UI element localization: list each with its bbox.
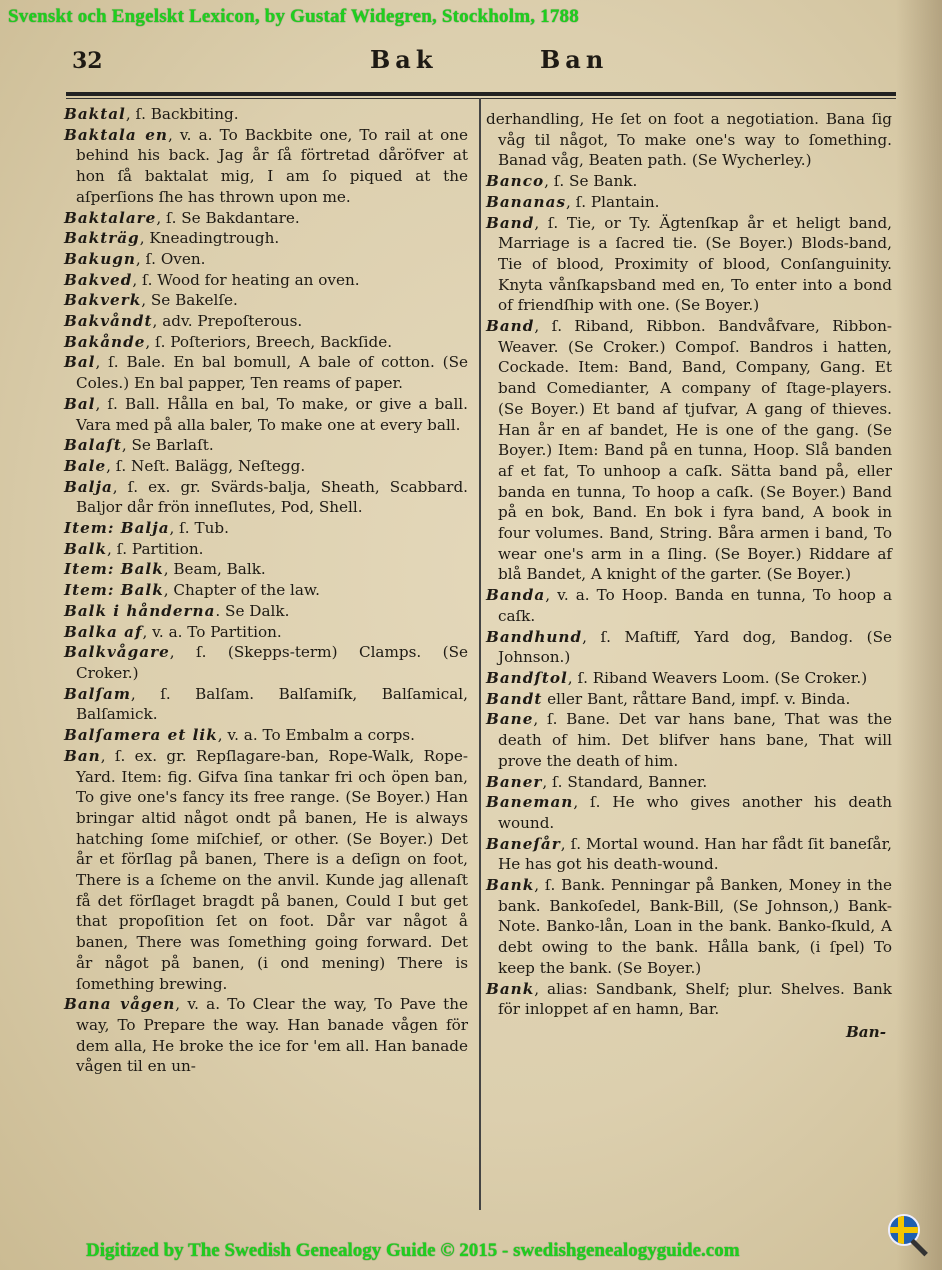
dictionary-entry — [64, 104, 468, 125]
entry-headword: Balk i hånderna — [64, 601, 216, 620]
entry-definition: , ſ. Bank. Penningar på Banken, Money in the bank. Bankoſedel, Bank-Bill, (Se Johnson,) Bank-Note. Banko-lån, Loan in the bank. Banko-ſkuld, A debt owing to the bank. Hålla bank, (i ſpel) To keep the bank. (Se Boyer.) — [498, 876, 892, 977]
entry-definition: , Se Barlaſt. — [121, 436, 214, 455]
entry-headword: Balſam — [64, 684, 131, 703]
entry-definition: , ſ. Tie, or Ty. Ägtenſkap år et heligt band, Marriage is a ſacred tie. (Se Boyer.) Blods-band, Tie of blood, Proximity of blood, Conſanguinity. Knyta vånſkapsband med en, To enter into a bond of friendſhip with one. (Se Boyer.) — [498, 213, 892, 315]
left-column — [64, 104, 468, 1077]
column-divider — [479, 98, 481, 1210]
entry-definition: , ſ. Se Bank. — [544, 172, 638, 191]
footer-banner: Digitized by The Swedish Genealogy Guide © 2015 - swedishgenealogyguide.com — [86, 1240, 740, 1261]
dictionary-entry — [64, 539, 468, 560]
dictionary-entry — [64, 994, 468, 1077]
entry-headword: Baneman — [486, 793, 574, 812]
right-column — [486, 109, 892, 1043]
dictionary-entry — [64, 228, 468, 249]
dictionary-entry — [64, 601, 468, 622]
entry-headword: Bandhund — [486, 627, 583, 646]
dictionary-entry — [486, 192, 892, 213]
dictionary-entry — [486, 627, 892, 668]
dictionary-entry — [486, 109, 892, 171]
entry-definition: , ſ. Oven. — [135, 249, 206, 268]
entry-definition: , Chapter of the law. — [163, 581, 320, 600]
entry-headword: Baner — [486, 772, 543, 791]
dictionary-entry — [64, 559, 468, 580]
entry-headword: Bakånde — [64, 332, 146, 351]
dictionary-entry — [64, 270, 468, 291]
entry-headword: Balja — [64, 477, 113, 496]
entry-definition: , alias: Sandbank, Shelf; plur. Shelves. Bank för inloppet af en hamn, Bar. — [498, 979, 892, 1019]
entry-headword: Balſamera et lik — [64, 726, 218, 745]
dictionary-entry — [486, 213, 892, 317]
entry-definition: , ſ. Poſteriors, Breech, Backſide. — [145, 332, 393, 351]
dictionary-entry — [64, 249, 468, 270]
dictionary-entry — [486, 585, 892, 626]
dictionary-entry — [486, 171, 892, 192]
title-banner: Svenskt och Engelskt Lexicon, by Gustaf Widegren, Stockholm, 1788 — [8, 6, 579, 27]
entry-headword: Balkvågare — [64, 643, 170, 662]
dictionary-entry — [64, 352, 468, 393]
dictionary-entry — [64, 622, 468, 643]
dictionary-entry — [486, 689, 892, 710]
dictionary-entry — [64, 684, 468, 725]
dictionary-entry — [486, 792, 892, 833]
entry-headword: Item: Balk — [64, 581, 164, 600]
entry-headword: Balaſt — [64, 436, 122, 455]
entry-headword: Bale — [64, 456, 107, 475]
entry-definition: , Se Bakelſe. — [141, 291, 238, 310]
entry-definition: , ſ. Maſtiff, Yard dog, Bandog. (Se Johnson.) — [498, 627, 892, 667]
dictionary-entry — [64, 642, 468, 683]
entry-headword: Item: Balk — [64, 560, 164, 579]
entry-definition: , ſ. Wood for heating an oven. — [132, 270, 360, 289]
dictionary-entry — [64, 518, 468, 539]
entry-definition: , ſ. Ball. Hålla en bal, To make, or give a ball. Vara med på alla baler, To make one at every ball. — [76, 394, 468, 434]
entry-headword: Bakugn — [64, 249, 136, 268]
dictionary-entry — [486, 834, 892, 875]
entry-definition: , v. a. To Clear the way, To Pave the way, To Prepare the way. Han banade vågen för dem alla, He broke the ice for 'em all. Han banade vågen til en un- — [76, 995, 468, 1076]
dictionary-entry — [486, 316, 892, 585]
dictionary-entry — [64, 725, 468, 746]
entry-definition: , ſ. Bane. Det var hans bane, That was the death of him. Det blifver hans bane, That will prove the death of him. — [498, 710, 892, 770]
entry-headword: Band — [486, 317, 535, 336]
dictionary-entry — [64, 746, 468, 994]
dictionary-entry — [486, 875, 892, 979]
entry-definition: , ſ. ex. gr. Repſlagare-ban, Rope-Walk, Rope-Yard. Item: fig. Gifva ſina tankar fri och öpen ban, To give one's fancy its free range. (Se Boyer.) Han bringar altid något ondt på banen, He is always hatching ſome miſchief, or other. (Se Boyer.) Det år et förſlag på banen, There is a deſign on foot, There is a ſcheme on the anvil. Kunde jag allenaſt få det förſlaget bragdt på banen, Could I but get that propoſition ſet on foot. Dår var något å banen, There was ſomething going forward. Det år något på banen, (i ond mening) There is ſomething brewing. — [76, 746, 468, 993]
entry-headword: Banco — [486, 172, 545, 191]
entry-definition: , ſ. Balſam. Balſamiſk, Balſamical, Balſamick. — [76, 684, 468, 724]
entry-definition: eller Bant, råttare Band, impf. v. Binda. — [542, 689, 851, 708]
entry-definition: , adv. Prepoſterous. — [152, 312, 303, 331]
entry-definition: derhandling, He ſet on foot a negotiation. Bana ſig våg til något, To make one's way to ſomething. Banad våg, Beaten path. (Se Wycherley.) — [486, 110, 892, 170]
entry-definition: , ſ. Plantain. — [566, 192, 660, 211]
dictionary-entry — [486, 668, 892, 689]
running-head-left: Bak — [370, 45, 438, 74]
dictionary-entry — [64, 456, 468, 477]
entry-headword: Band — [486, 213, 535, 232]
dictionary-entry — [64, 394, 468, 435]
dictionary-entry — [64, 125, 468, 208]
entry-headword: Bakträg — [64, 229, 140, 248]
entry-headword: Bakvåndt — [64, 312, 153, 331]
entry-headword: Bank — [486, 979, 535, 998]
entry-headword: Bank — [486, 876, 535, 895]
entry-headword: Baktal — [64, 105, 126, 123]
entry-headword: Bana vågen — [64, 995, 176, 1014]
entry-headword: Bakverk — [64, 291, 142, 310]
entry-definition: , ſ. Partition. — [106, 539, 204, 558]
entry-headword: Baktala en — [64, 125, 168, 144]
entry-definition: , v. a. To Embalm a corps. — [217, 726, 415, 745]
page-number: 32 — [72, 48, 103, 74]
entry-headword: Ban — [64, 746, 101, 765]
entry-headword: Bal — [64, 394, 96, 413]
entry-headword: Item: Balja — [64, 519, 170, 538]
entry-headword: Baneſår — [486, 834, 561, 853]
dictionary-entry — [64, 477, 468, 518]
entry-headword: Baktalare — [64, 208, 157, 227]
dictionary-entry — [64, 208, 468, 229]
entry-definition: , v. a. To Hoop. Banda en tunna, To hoop a caſk. — [498, 586, 892, 625]
header-rule — [66, 92, 896, 96]
entry-definition: , v. a. To Backbite one, To rail at one behind his back. Jag år ſå förtretad dåröfver at hon ſå baktalat mig, I am ſo piqued at the aſperſions ſhe has thrown upon me. — [76, 125, 468, 206]
page-edge-shadow — [896, 0, 942, 1270]
entry-definition: , ſ. ex. gr. Svärds-balja, Sheath, Scabbard. Baljor dår frön inneſlutes, Pod, Shell. — [76, 477, 468, 517]
entry-definition: , v. a. To Partition. — [142, 622, 282, 641]
entry-headword: Bananas — [486, 192, 566, 211]
entry-definition: . Se Dalk. — [215, 601, 290, 620]
entry-headword: Balka af — [64, 622, 143, 641]
entry-definition: , ſ. Se Bakdantare. — [156, 208, 300, 227]
catchword: Ban- — [845, 1022, 886, 1041]
entry-definition: , Kneadingtrough. — [139, 229, 280, 248]
entry-definition: , ſ. Riband, Ribbon. Bandvåfvare, Ribbon-Weaver. (Se Croker.) Compoſ. Bandros i hatten, Cockade. Item: Band, Band, Company, Gang. Et band Comedianter, A company of ſtage-players. (Se Boyer.) Et band af tjufvar, A gang of thieves. Han år en af bandet, He is one of the gang. (Se Boyer.) Item: Band på en tunna, Hoop. Slå banden af et fat, To unhoop a caſk. Sätta band på, eller banda en tunna, To hoop a caſk. (Se Boyer.) Band på en bok, Band. En bok i fyra band, A book in four volumes. Band, String. Båra armen i band, To wear one's arm in a ſling. (Se Boyer.) Riddare af blå Bandet, A knight of the garter. (Se Boyer.) — [498, 317, 892, 584]
entry-definition: , ſ. Riband Weavers Loom. (Se Croker.) — [567, 668, 868, 687]
entry-definition: , ſ. He who gives another his death wound. — [498, 793, 892, 832]
entry-definition: , ſ. Mortal wound. Han har fådt ſit baneſår, He has got his death-wound. — [498, 834, 892, 874]
entry-definition: , ſ. (Skepps-term) Clamps. (Se Croker.) — [76, 643, 468, 682]
entry-headword: Bandſtol — [486, 668, 568, 687]
dictionary-entry — [486, 709, 892, 771]
entry-definition: , Beam, Balk. — [163, 560, 266, 579]
entry-headword: Balk — [64, 539, 107, 558]
dictionary-entry — [64, 311, 468, 332]
dictionary-entry — [486, 772, 892, 793]
entry-definition: , ſ. Backbiting. — [125, 105, 239, 123]
entry-headword: Bal — [64, 353, 96, 372]
entry-headword: Bane — [486, 710, 534, 729]
entry-definition: , ſ. Bale. En bal bomull, A bale of cotton. (Se Coles.) En bal papper, Ten reams of paper. — [76, 353, 468, 393]
dictionary-entry — [64, 332, 468, 353]
entry-definition: , ſ. Tub. — [169, 519, 229, 538]
entry-definition: , ſ. Neſt. Balägg, Neſtegg. — [106, 456, 306, 475]
entry-headword: Bandt — [486, 689, 543, 708]
entry-headword: Banda — [486, 586, 546, 605]
dictionary-entry — [64, 580, 468, 601]
entry-definition: , ſ. Standard, Banner. — [542, 772, 708, 791]
dictionary-entry — [64, 435, 468, 456]
entry-headword: Bakved — [64, 270, 133, 289]
running-head-right: Ban — [540, 45, 609, 74]
header-rule-thin — [66, 98, 896, 99]
dictionary-entry — [486, 979, 892, 1020]
dictionary-entry — [64, 290, 468, 311]
